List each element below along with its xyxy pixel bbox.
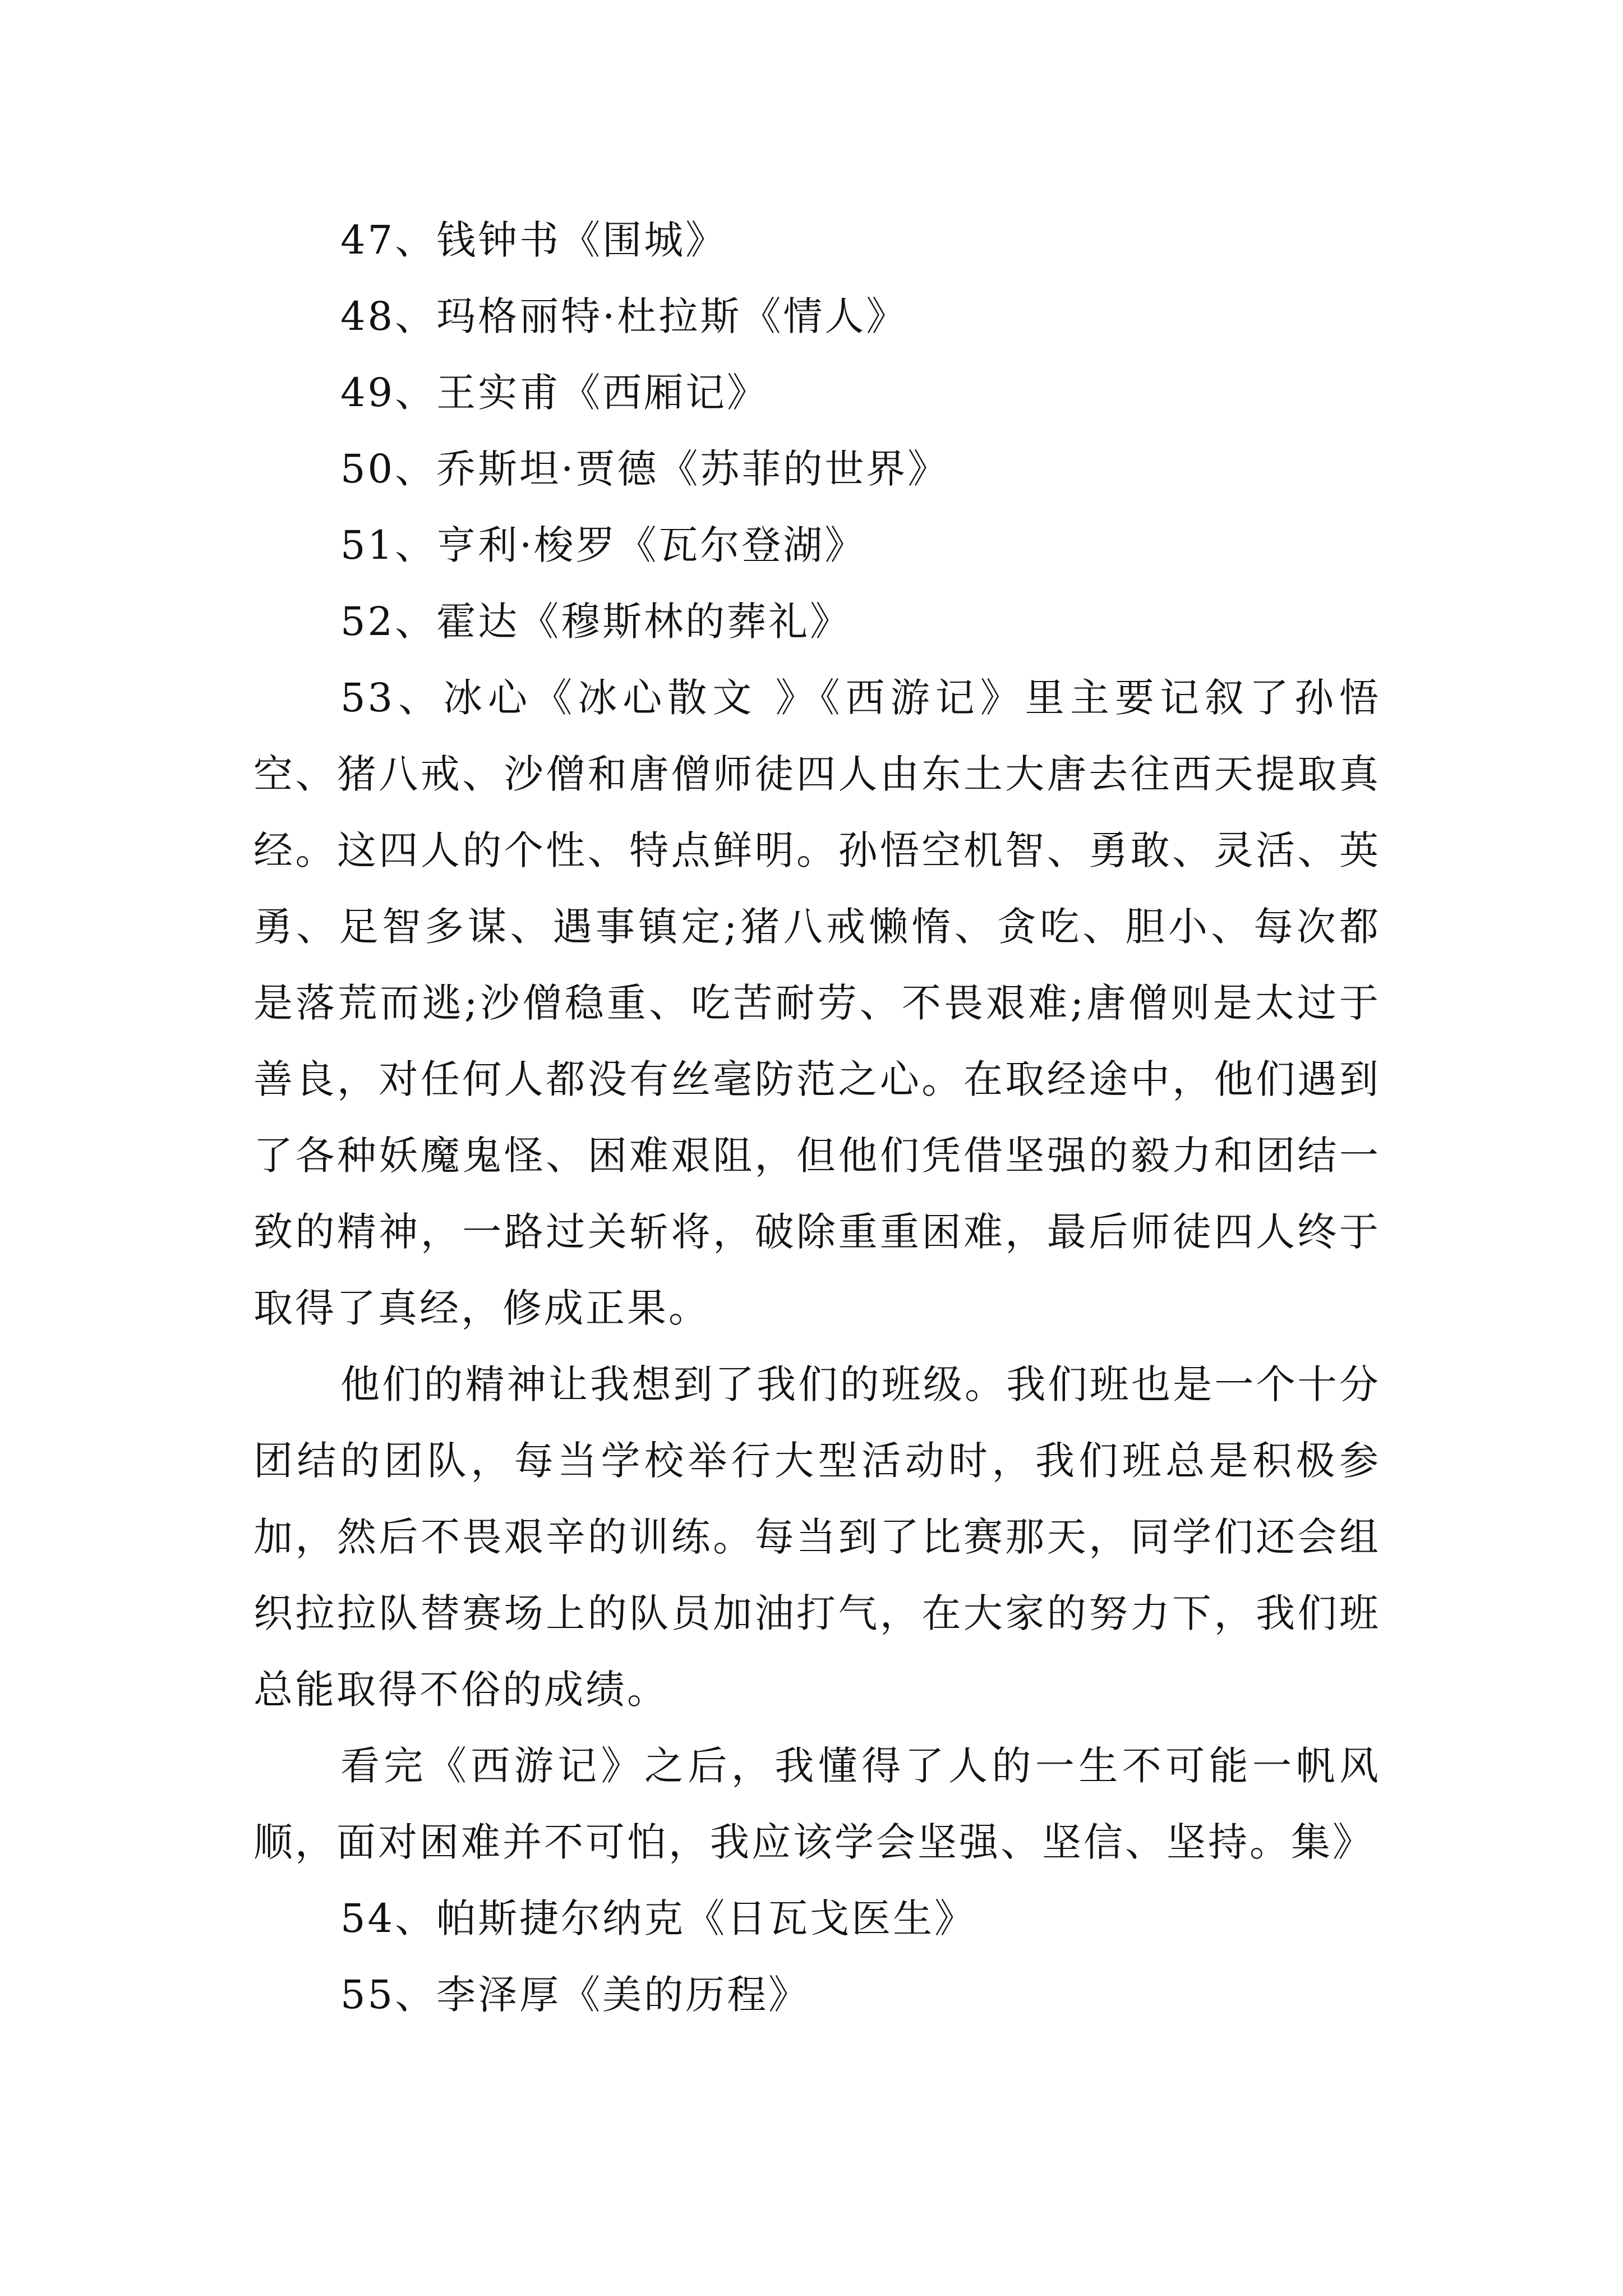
paragraph-class: 他们的精神让我想到了我们的班级。我们班也是一个十分团结的团队，每当学校举行大型活动时，我们班总是积极参加，然后不畏艰辛的训练。每当到了比赛那天，同学们还会组织拉拉队替赛场上的队员加油打气，在大家的努力下，我们班总能取得不俗的成绩。 [253,1361,1381,1713]
paragraph-conclusion: 看完《西游记》之后，我懂得了人的一生不可能一帆风顺，面对困难并不可怕，我应该学会坚强、坚信、坚持。集》 [253,1743,1381,1865]
list-item-52: 52、霍达《穆斯林的葬礼》 [340,599,852,645]
list-item-54: 54、帕斯捷尔纳克《日瓦戈医生》 [340,1895,976,1941]
list-item-49: 49、王实甫《西厢记》 [340,370,769,416]
paragraph-53: 53、冰心《冰心散文 》《西游记》里主要记叙了孙悟空、猪八戒、沙僧和唐僧师徒四人由东土大唐去往西天提取真经。这四人的个性、特点鲜明。孙悟空机智、勇敢、灵活、英勇、足智多谋、遇事镇定;猪八戒懒惰、贪吃、胆小、每次都是落荒而逃;沙僧稳重、吃苦耐劳、不畏艰难;唐僧则是太过于善良，对任何人都没有丝毫防范之心。在取经途中，他们遇到了各种妖魔鬼怪、困难艰阻，但他们凭借坚强的毅力和团结一致的精神，一路过关斩将，破除重重困难，最后师徒四人终于取得了真经，修成正果。 [253,675,1381,1331]
list-item-55: 55、李泽厚《美的历程》 [340,1972,810,2018]
list-item-51: 51、亨利·梭罗《瓦尔登湖》 [340,522,866,568]
list-item-48: 48、玛格丽特·杜拉斯《情人》 [340,293,908,339]
list-item-47: 47、钱钟书《围城》 [340,217,727,263]
list-item-50: 50、乔斯坦·贾德《苏菲的世界》 [340,446,949,492]
document-body [253,202,1381,2033]
